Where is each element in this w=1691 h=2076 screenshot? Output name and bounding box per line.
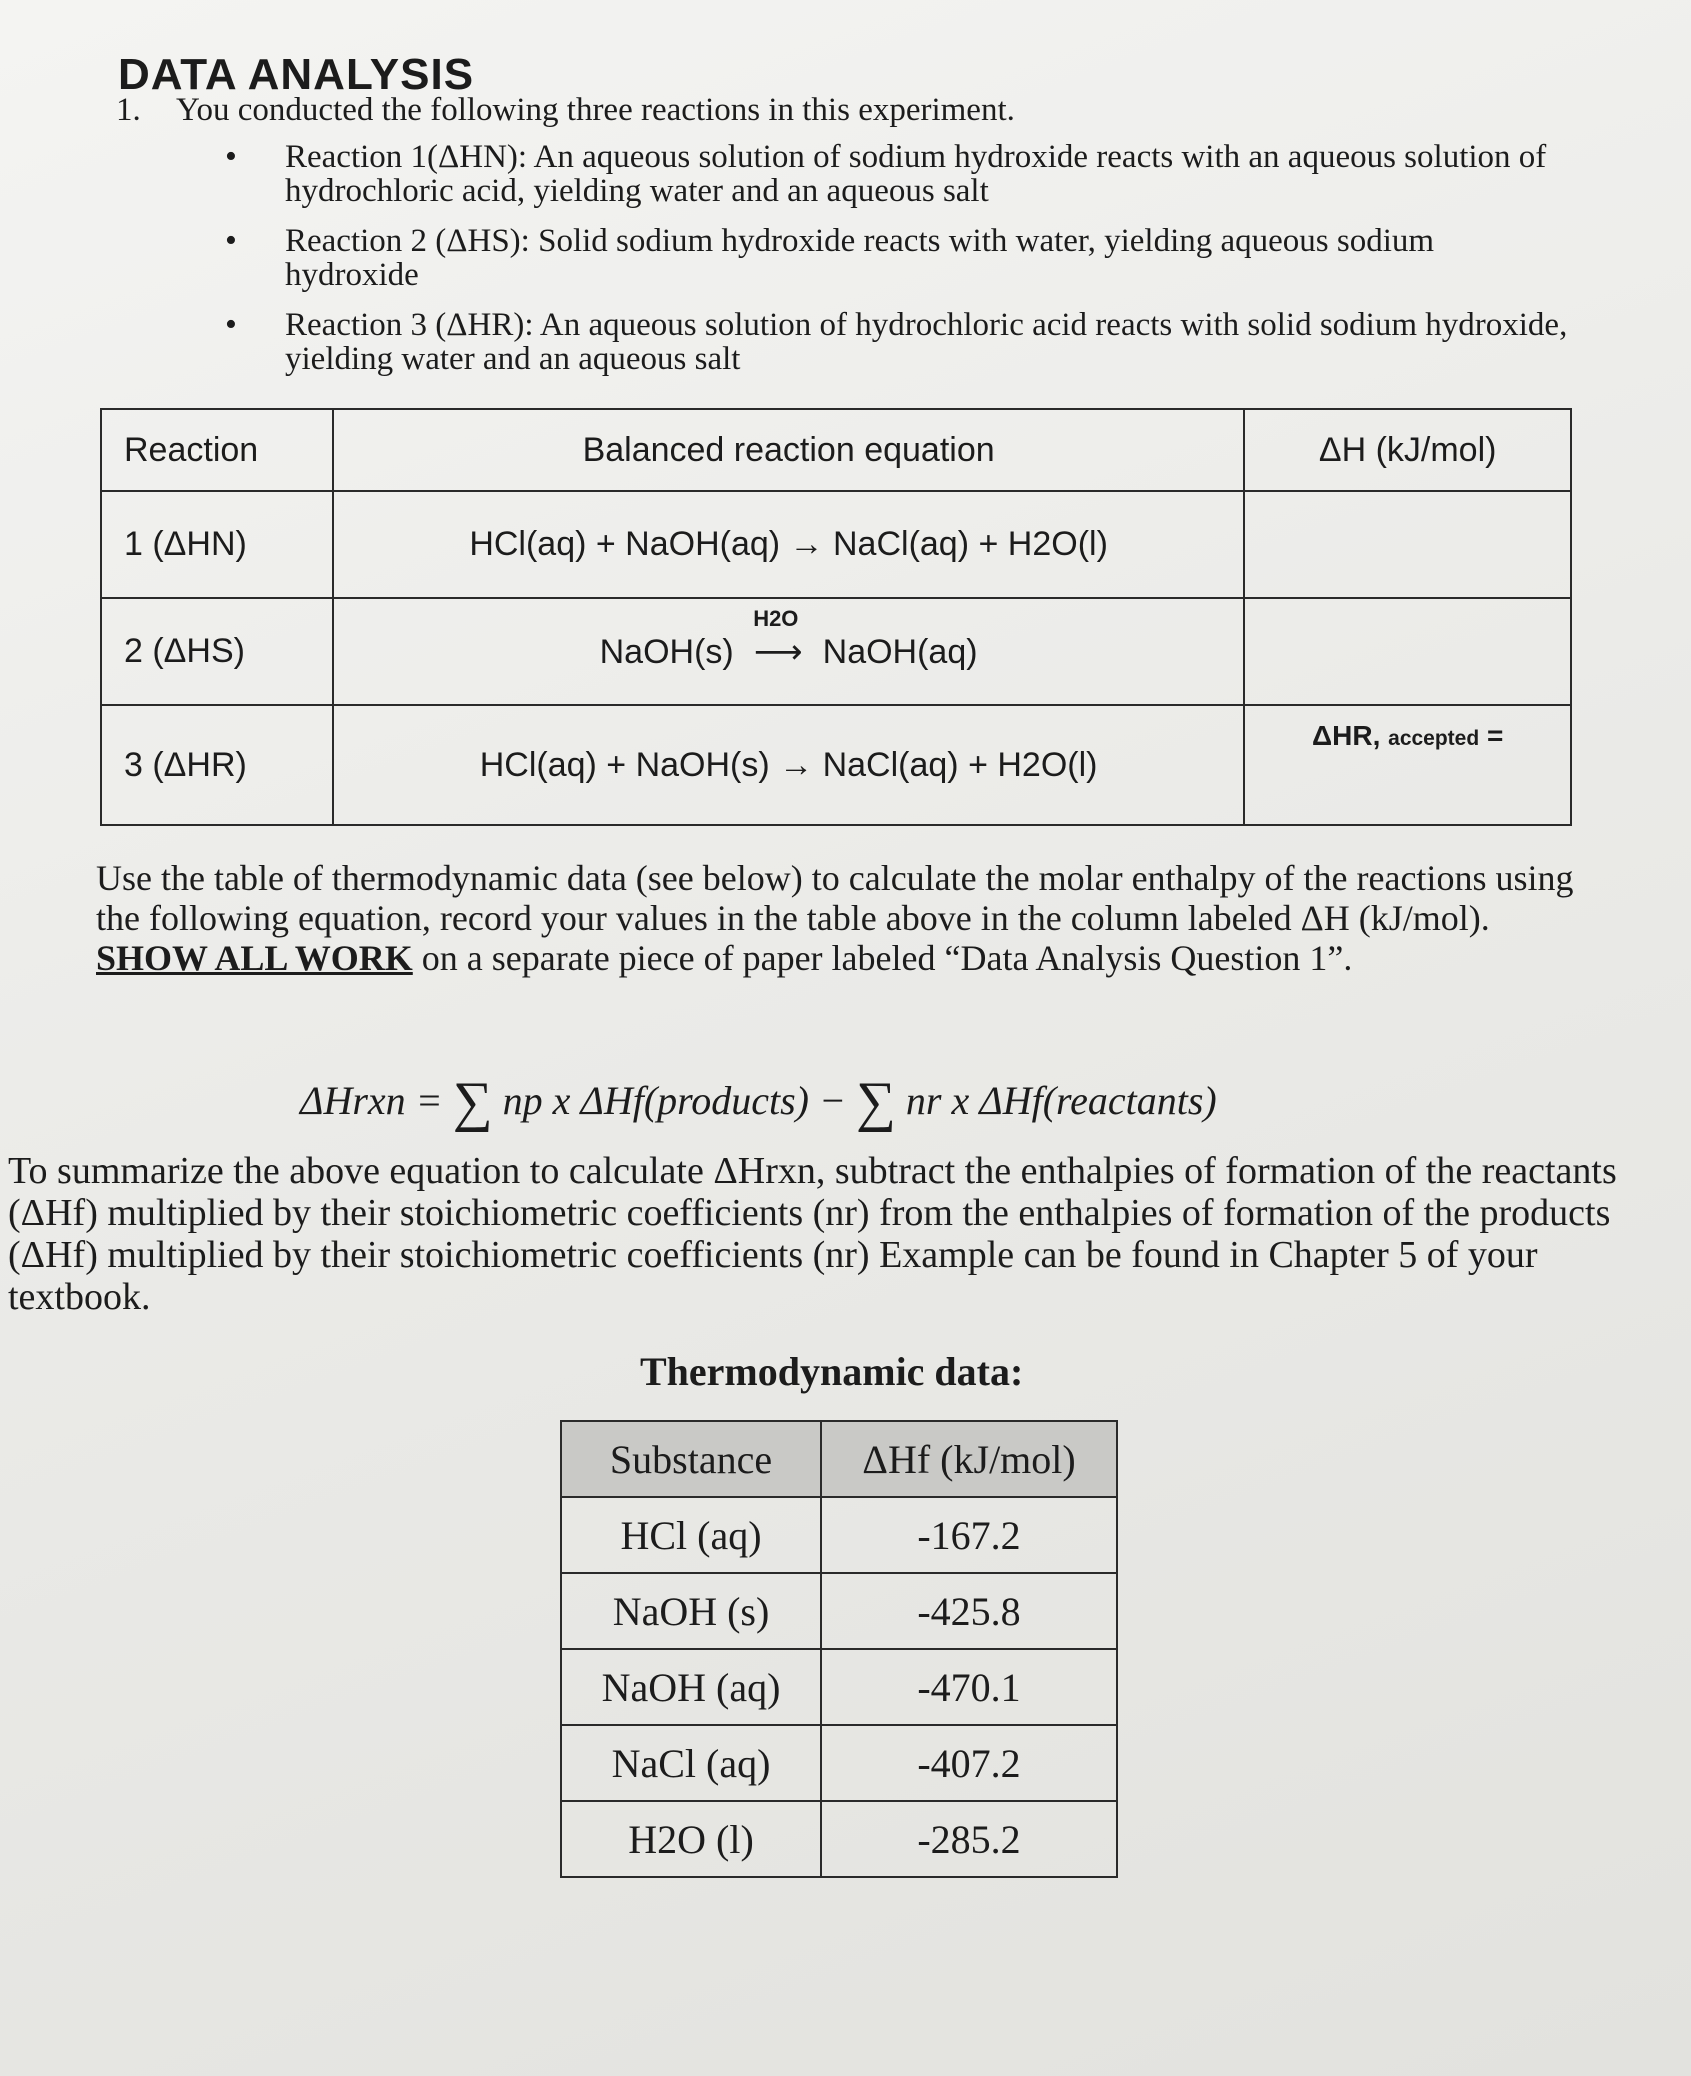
equation-products-term: np x ΔHf(products) −: [502, 1078, 846, 1123]
header-dh: ΔH (kJ/mol): [1244, 409, 1571, 491]
bullet-reaction-3: • Reaction 3 (ΔHR): An aqueous solution of hydrochloric acid reacts with solid sodium hydroxide, yielding water and an aqueous salt: [225, 308, 1575, 376]
table-row: [101, 491, 1571, 598]
sigma-symbol: ∑: [856, 1071, 896, 1133]
header-reaction: Reaction: [101, 409, 333, 491]
table-row: [561, 1801, 1117, 1877]
dhf-value-cell: -407.2: [821, 1725, 1117, 1801]
instructions-emphasis: SHOW ALL WORK: [96, 938, 413, 978]
dh-accepted-sub: accepted: [1388, 727, 1480, 750]
dh-accepted-cell[interactable]: [1244, 705, 1571, 825]
header-substance: Substance: [561, 1421, 821, 1497]
thermo-table-header: [561, 1421, 1117, 1497]
reaction-equation: HCl(aq) + NaOH(aq) → NaCl(aq) + H2O(l): [333, 491, 1244, 598]
page-title: DATA ANALYSIS: [118, 50, 475, 99]
bullet-reaction-2: • Reaction 2 (ΔHS): Solid sodium hydroxide reacts with water, yielding aqueous sodium hydroxide: [225, 224, 1575, 292]
dhf-value-cell: -470.1: [821, 1649, 1117, 1725]
reaction-table: [100, 408, 1572, 826]
instructions-before: Use the table of thermodynamic data (see below) to calculate the molar enthalpy of the reactions using the following equation, record your values in the table above in the column labeled ΔH (kJ/mol).: [96, 858, 1574, 938]
question-1: [116, 92, 1015, 129]
table-row: [561, 1649, 1117, 1725]
table-row: [561, 1497, 1117, 1573]
reaction-bullet-list: [225, 140, 1575, 392]
instructions-after: on a separate piece of paper labeled “Data Analysis Question 1”.: [421, 938, 1353, 978]
table-row: [101, 598, 1571, 705]
bullet-reaction-1: • Reaction 1(ΔHN): An aqueous solution of sodium hydroxide reacts with an aqueous solution of hydrochloric acid, yielding water and an aqueous salt: [225, 140, 1575, 208]
dh-answer-cell[interactable]: [1244, 491, 1571, 598]
reaction-label: 1 (ΔHN): [101, 491, 333, 598]
dhf-value-cell: -425.8: [821, 1573, 1117, 1649]
reaction-label: 2 (ΔHS): [101, 598, 333, 705]
reaction-equation: HCl(aq) + NaOH(s) → NaCl(aq) + H2O(l): [333, 705, 1244, 825]
header-dhf: ΔHf (kJ/mol): [821, 1421, 1117, 1497]
equation-lhs: ΔHrxn =: [300, 1078, 443, 1123]
arrow-icon: ⟶: [753, 632, 803, 671]
dhf-value-cell: -285.2: [821, 1801, 1117, 1877]
table-row: [561, 1573, 1117, 1649]
question-number: 1.: [116, 92, 141, 128]
substance-cell: NaOH (aq): [561, 1649, 821, 1725]
dhf-value-cell: -167.2: [821, 1497, 1117, 1573]
dh-accepted-main: ΔHR,: [1312, 720, 1381, 751]
equation-right: NaOH(aq): [822, 632, 978, 671]
dh-accepted-equals: =: [1486, 720, 1504, 751]
reaction-label: 3 (ΔHR): [101, 705, 333, 825]
dh-answer-cell[interactable]: [1244, 598, 1571, 705]
arrow-with-label: [743, 605, 813, 672]
substance-cell: HCl (aq): [561, 1497, 821, 1573]
substance-cell: H2O (l): [561, 1801, 821, 1877]
enthalpy-equation: [300, 1070, 1217, 1134]
equation-reactants-term: nr x ΔHf(reactants): [905, 1078, 1217, 1123]
question-text: You conducted the following three reactions in this experiment.: [176, 92, 1015, 128]
substance-cell: NaCl (aq): [561, 1725, 821, 1801]
table-row: [101, 705, 1571, 825]
header-equation: Balanced reaction equation: [333, 409, 1244, 491]
thermo-table-title: Thermodynamic data:: [640, 1349, 1024, 1394]
sigma-symbol: ∑: [452, 1071, 493, 1133]
reaction-table-header: [101, 409, 1571, 491]
arrow-label: H2O: [753, 605, 799, 631]
thermo-table: [560, 1420, 1118, 1878]
substance-cell: NaOH (s): [561, 1573, 821, 1649]
equation-left: NaOH(s): [599, 632, 734, 671]
reaction-equation: [333, 598, 1244, 705]
instructions-paragraph: [96, 858, 1606, 978]
table-row: [561, 1725, 1117, 1801]
summary-paragraph: To summarize the above equation to calculate ΔHrxn, subtract the enthalpies of formation of the reactants (ΔHf) multiplied by their stoichiometric coefficients (nr) from the enthalpies of formation of the products (ΔHf) multiplied by their stoichiometric coefficients (nr) Example can be found in Chapter 5 of your textbook.: [8, 1150, 1617, 1318]
